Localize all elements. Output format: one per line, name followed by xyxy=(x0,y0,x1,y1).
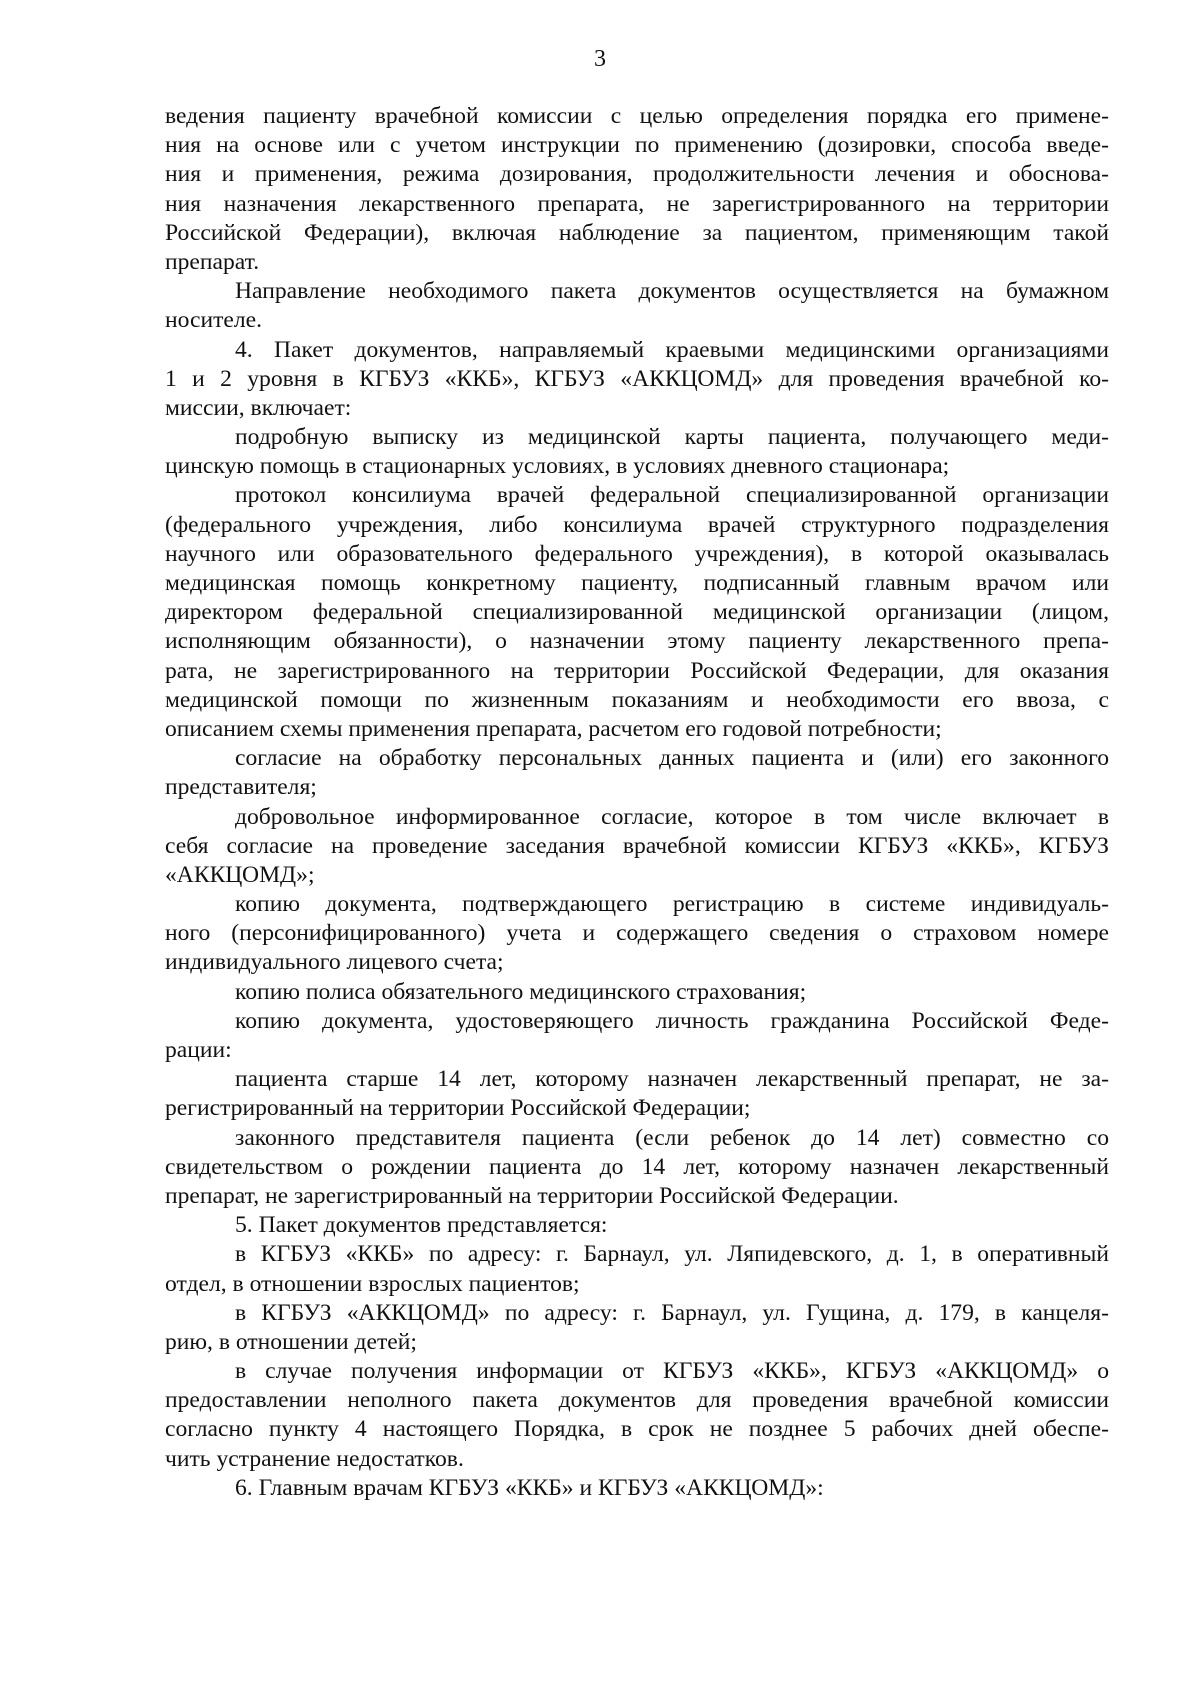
text-line: ния назначения лекарственного препарата, не зарегистрированного на территории xyxy=(165,190,1109,217)
text-line: индивидуального лицевого счета; xyxy=(165,949,504,976)
text-line: рации: xyxy=(165,1037,232,1063)
text-line: 5. Пакет документов представляется: xyxy=(235,1212,608,1239)
text-line: пациента старше 14 лет, которому назначен лекарственный препарат, не за- xyxy=(235,1066,1109,1093)
text-line: рию, в отношении детей; xyxy=(165,1328,417,1355)
page-number: 3 xyxy=(594,46,606,72)
text-line: в КГБУЗ «АККЦОМД» по адресу: г. Барнаул, ул. Гущина, д. 179, в канцеля- xyxy=(235,1299,1109,1326)
text-line: Российской Федерации), включая наблюдение за пациентом, применяющим такой xyxy=(165,219,1109,246)
text-line: миссии, включает: xyxy=(165,394,352,421)
text-line: предоставлении неполного пакета документов для проведения врачебной комиссии xyxy=(165,1387,1109,1414)
text-line: в КГБУЗ «ККБ» по адресу: г. Барнаул, ул. Ляпидевского, д. 1, в оперативный xyxy=(235,1241,1109,1268)
text-line: препарат. xyxy=(165,248,260,275)
text-line: протокол консилиума врачей федеральной специализированной организации xyxy=(235,482,1109,509)
text-line: медицинская помощь конкретному пациенту, подписанный главным врачом или xyxy=(165,570,1109,596)
text-line: описанием схемы применения препарата, расчетом его годовой потребности; xyxy=(165,715,942,742)
text-line: законного представителя пациента (если ребенок до 14 лет) совместно со xyxy=(235,1124,1109,1151)
text-line: подробную выписку из медицинской карты пациента, получающего меди- xyxy=(235,424,1109,451)
text-line: в случае получения информации от КГБУЗ «ККБ», КГБУЗ «АККЦОМД» о xyxy=(235,1358,1109,1385)
text-line: чить устранение недостатков. xyxy=(165,1445,464,1472)
text-line: 6. Главным врачам КГБУЗ «ККБ» и КГБУЗ «АККЦОМД»: xyxy=(235,1474,824,1501)
text-line: препарат, не зарегистрированный на территории Российской Федерации. xyxy=(165,1182,899,1209)
text-line: 4. Пакет документов, направляемый краевыми медицинскими организациями xyxy=(235,336,1109,363)
text-line: ния и применения, режима дозирования, продолжительности лечения и обоснова- xyxy=(165,161,1109,188)
text-line: исполняющим обязанности), о назначении этому пациенту лекарственного препа- xyxy=(165,628,1109,655)
text-line: себя согласие на проведение заседания врачебной комиссии КГБУЗ «ККБ», КГБУЗ xyxy=(165,832,1109,859)
text-line: ного (персонифицированного) учета и содержащего сведения о страховом номере xyxy=(165,920,1109,947)
text-line: добровольное информированное согласие, которое в том числе включает в xyxy=(235,803,1109,830)
text-line: копию документа, удостоверяющего личность гражданина Российской Феде- xyxy=(235,1007,1109,1034)
text-line: Направление необходимого пакета документов осуществляется на бумажном xyxy=(235,278,1109,305)
text-line: копию документа, подтверждающего регистрацию в системе индивидуаль- xyxy=(235,891,1109,918)
text-line: 1 и 2 уровня в КГБУЗ «ККБ», КГБУЗ «АККЦОМД» для проведения врачебной ко- xyxy=(165,365,1109,392)
text-line: копию полиса обязательного медицинского страхования; xyxy=(235,978,807,1005)
text-line: носителе. xyxy=(165,307,263,334)
text-line: ведения пациенту врачебной комиссии с целью определения порядка его примене- xyxy=(165,103,1109,129)
text-line: медицинской помощи по жизненным показаниям и необходимости его ввоза, с xyxy=(165,686,1109,713)
document-body xyxy=(165,102,1109,1503)
text-line: «АККЦОМД»; xyxy=(165,861,315,888)
text-line: отдел, в отношении взрослых пациентов; xyxy=(165,1270,580,1297)
text-line: регистрированный на территории Российской Федерации; xyxy=(165,1095,751,1122)
text-line: (федерального учреждения, либо консилиума врачей структурного подразделения xyxy=(165,511,1109,538)
text-line: согласие на обработку персональных данных пациента и (или) его законного xyxy=(235,745,1109,772)
text-line: научного или образовательного федерального учреждения), в которой оказывалась xyxy=(165,540,1109,567)
text-line: директором федеральной специализированной медицинской организации (лицом, xyxy=(165,599,1109,626)
text-line: представителя; xyxy=(165,774,317,801)
text-line: рата, не зарегистрированного на территории Российской Федерации, для оказания xyxy=(165,657,1109,684)
text-line: цинскую помощь в стационарных условиях, в условиях дневного стационара; xyxy=(165,453,950,480)
text-line: свидетельством о рождении пациента до 14 лет, которому назначен лекарственный xyxy=(165,1153,1109,1180)
text-line: согласно пункту 4 настоящего Порядка, в срок не позднее 5 рабочих дней обеспе- xyxy=(165,1416,1109,1443)
text-line: ния на основе или с учетом инструкции по применению (дозировки, способа введе- xyxy=(165,132,1109,159)
